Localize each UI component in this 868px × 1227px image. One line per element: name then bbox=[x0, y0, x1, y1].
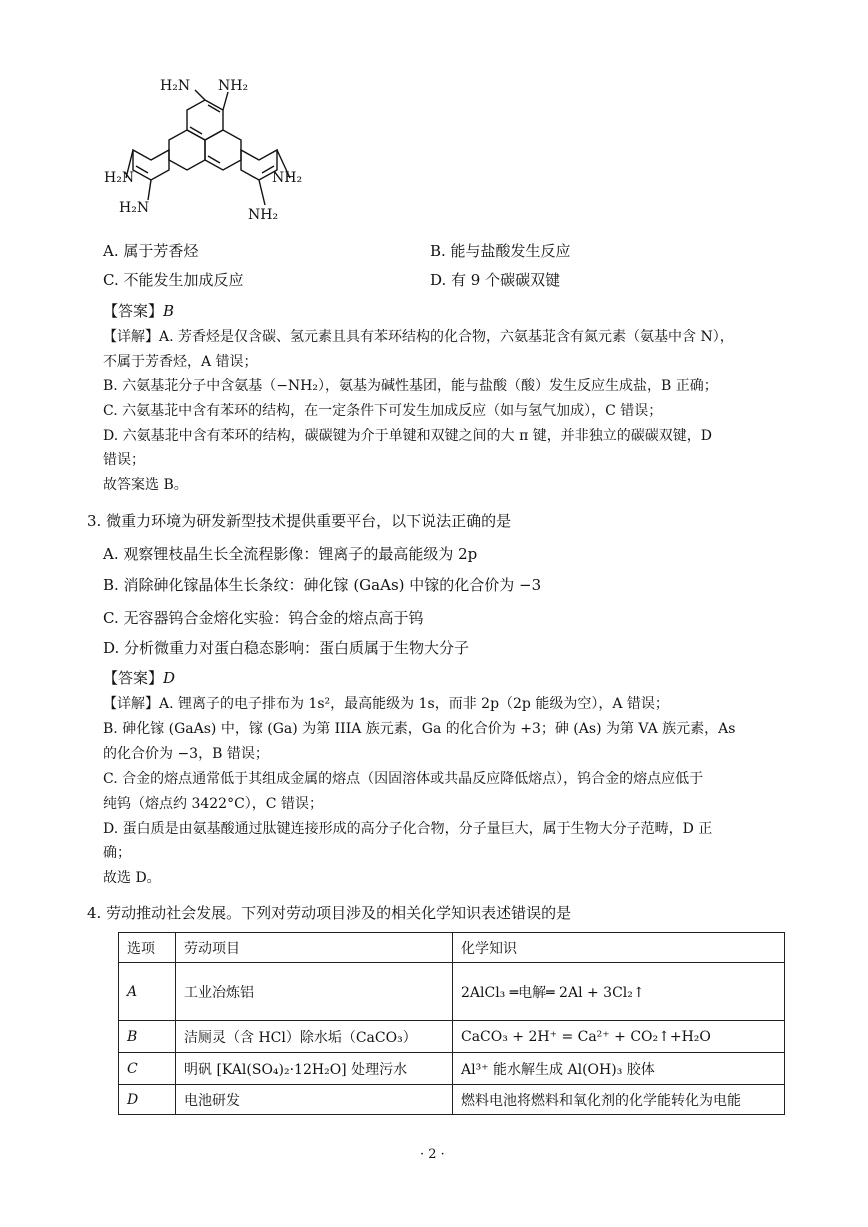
q2-option-b: B. 能与盐酸发生反应 bbox=[430, 242, 571, 260]
q3-detail-line: 故选 D。 bbox=[103, 870, 161, 886]
cell-text: C bbox=[127, 1060, 138, 1077]
q3-detail-line: 的化合价为 −3，B 错误； bbox=[103, 746, 269, 762]
q4-table bbox=[118, 932, 785, 1115]
table-cell bbox=[119, 963, 176, 1021]
answer-label: 【答案】 bbox=[103, 669, 164, 687]
table-row bbox=[119, 1021, 785, 1053]
q2-detail-line: 不属于芳香烃，A 错误； bbox=[103, 354, 258, 370]
q3-detail-line: D. 蛋白质是由氨基酸通过肽键连接形成的高分子化合物，分子量巨大，属于生物大分子范畴，D 正 bbox=[103, 821, 713, 837]
table-row bbox=[119, 1085, 785, 1115]
table-cell: 2AlCl₃ ═电解═ 2Al + 3Cl₂↑ bbox=[453, 963, 785, 1021]
table-row bbox=[119, 963, 785, 1021]
cell-text: A bbox=[127, 983, 138, 1000]
q3-detail-line: 【详解】A. 锂离子的电子排布为 1s²，最高能级为 1s，而非 2p（2p 能级为空），A 错误； bbox=[103, 696, 669, 712]
answer-value: B bbox=[163, 302, 175, 320]
table-cell bbox=[119, 1021, 176, 1053]
table-cell: CaCO₃ + 2H⁺ = Ca²⁺ + CO₂↑+H₂O bbox=[453, 1021, 785, 1053]
q2-detail-line: 故答案选 B。 bbox=[103, 477, 188, 493]
table-cell: 电池研发 bbox=[176, 1085, 453, 1115]
q3-stem: 3. 微重力环境为研发新型技术提供重要平台，以下说法正确的是 bbox=[87, 512, 512, 530]
answer-value: D bbox=[163, 669, 176, 687]
q3-detail-line: 纯钨（熔点约 3422°C），C 错误； bbox=[103, 796, 323, 812]
table-header-row bbox=[119, 933, 785, 963]
q2-detail-line: D. 六氨基苝中含有苯环的结构，碳碳键为介于单键和双键之间的大 π 键，并非独立的碳碳双键，D bbox=[103, 428, 712, 444]
q2-option-a: A. 属于芳香烃 bbox=[103, 242, 199, 260]
amino-label-bottom-right: NH₂ bbox=[248, 207, 279, 223]
q2-detail-line: C. 六氨基苝中含有苯环的结构，在一定条件下可发生加成反应（如与氢气加成），C 错误； bbox=[103, 403, 663, 419]
q3-option: B. 消除砷化镓晶体生长条纹：砷化镓 (GaAs) 中镓的化合价为 −3 bbox=[103, 576, 542, 594]
table-cell: 工业冶炼铝 bbox=[176, 963, 453, 1021]
q3-option: D. 分析微重力对蛋白稳态影响：蛋白质属于生物大分子 bbox=[103, 639, 470, 657]
q3-detail-line: B. 砷化镓 (GaAs) 中，镓 (Ga) 为第 IIIA 族元素，Ga 的化合价为 +3；砷 (As) 为第 VA 族元素，As bbox=[103, 721, 736, 737]
q2-detail-line: 错误； bbox=[103, 452, 145, 468]
table-cell: Al³⁺ 能水解生成 Al(OH)₃ 胶体 bbox=[453, 1053, 785, 1085]
amino-label-top-right: NH₂ bbox=[218, 78, 249, 94]
table-cell bbox=[119, 1085, 176, 1115]
amino-label-bottom-left: H₂N bbox=[119, 200, 150, 216]
cell-text: B bbox=[127, 1028, 138, 1045]
amino-label-mid-right: NH₂ bbox=[272, 170, 303, 186]
q3-option: C. 无容器钨合金熔化实验：钨合金的熔点高于钨 bbox=[103, 609, 424, 627]
q3-detail-line: 确； bbox=[103, 845, 131, 861]
q2-option-c: C. 不能发生加成反应 bbox=[103, 271, 244, 289]
q3-answer bbox=[103, 668, 175, 688]
page-number: · 2 · bbox=[420, 1147, 445, 1162]
table-header-cell: 劳动项目 bbox=[176, 933, 453, 963]
q2-detail-line: B. 六氨基苝分子中含氨基（−NH₂），氨基为碱性基团，能与盐酸（酸）发生反应生成盐，B 正确； bbox=[103, 378, 718, 394]
table-row bbox=[119, 1053, 785, 1085]
q3-detail-line: C. 合金的熔点通常低于其组成金属的熔点（因固溶体或共晶反应降低熔点），钨合金的熔点应低于 bbox=[103, 771, 704, 787]
q2-detail-line: 【详解】A. 芳香烃是仅含碳、氢元素且具有苯环结构的化合物，六氨基苝含有氮元素（氨基中含 N）， bbox=[103, 329, 734, 345]
table-header-cell: 化学知识 bbox=[453, 933, 785, 963]
q3-option: A. 观察锂枝晶生长全流程影像：锂离子的最高能级为 2p bbox=[103, 545, 478, 563]
table-cell: 洁厕灵（含 HCl）除水垢（CaCO₃） bbox=[176, 1021, 453, 1053]
table-cell bbox=[119, 1053, 176, 1085]
table-cell: 明矾 [KAl(SO₄)₂·12H₂O] 处理污水 bbox=[176, 1053, 453, 1085]
table-cell: 燃料电池将燃料和氧化剂的化学能转化为电能 bbox=[453, 1085, 785, 1115]
amino-label-top-left: H₂N bbox=[160, 78, 191, 94]
answer-label: 【答案】 bbox=[103, 302, 164, 320]
table-header-cell: 选项 bbox=[119, 933, 176, 963]
q2-option-d: D. 有 9 个碳碳双键 bbox=[430, 271, 561, 289]
q2-answer bbox=[103, 301, 174, 321]
cell-text: D bbox=[127, 1091, 139, 1108]
q4-stem: 4. 劳动推动社会发展。下列对劳动项目涉及的相关化学知识表述错误的是 bbox=[87, 904, 572, 922]
amino-label-mid-left: H₂N bbox=[104, 170, 135, 186]
